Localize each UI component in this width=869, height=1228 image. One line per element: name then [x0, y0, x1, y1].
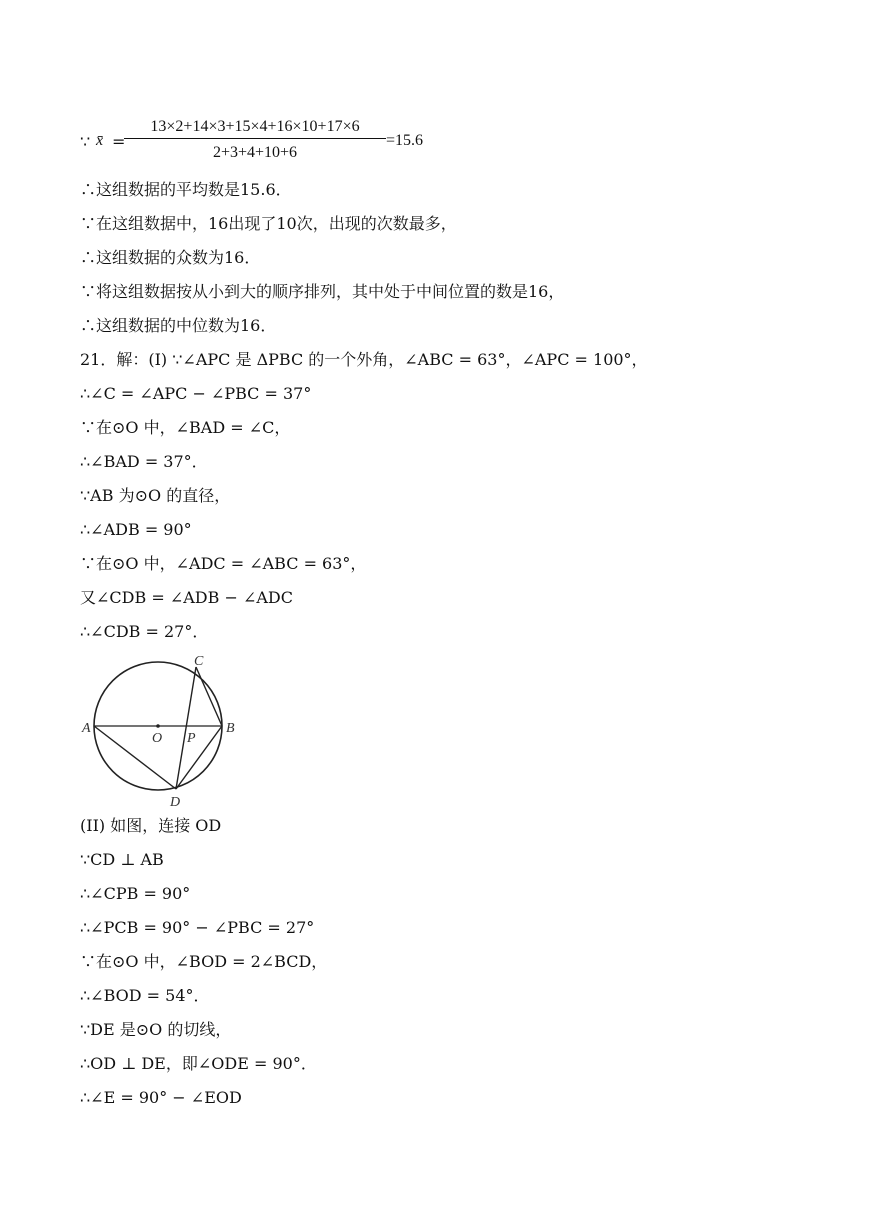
segment-cd [176, 667, 196, 789]
text-line: ∴∠BOD = 54°． [80, 986, 210, 1005]
text-line: ∵AB 为⊙O 的直径， [80, 486, 231, 505]
text-line: ∵CD ⊥ AB [80, 850, 164, 869]
label-d: D [170, 795, 181, 810]
text-line: ∴∠C = ∠APC − ∠PBC = 37° [80, 384, 312, 403]
segment-ad [94, 726, 176, 789]
text-line: ∴这组数据的众数为16． [80, 248, 261, 267]
label-o: O [152, 731, 163, 746]
text-line: ∴∠ADB = 90° [80, 520, 192, 539]
text-line: ∴这组数据的平均数是15.6． [80, 180, 292, 199]
label-a: A [82, 721, 91, 736]
text-line: ∵在⊙O 中，∠BAD = ∠C， [80, 418, 291, 437]
text-line: ∵DE 是⊙O 的切线， [80, 1020, 232, 1039]
text-line: ∴∠CDB = 27°． [80, 622, 209, 641]
circle-geometry-figure [76, 654, 246, 810]
mean-symbol: x̄ [96, 132, 104, 149]
segment-cb [196, 667, 222, 726]
text-line: ∴这组数据的中位数为16． [80, 316, 277, 335]
text-line: ∵在这组数据中，16出现了10次，出现的次数最多， [80, 214, 457, 233]
text-line: ∵在⊙O 中，∠BOD = 2∠BCD， [80, 952, 328, 971]
text-line: ∵将这组数据按从小到大的顺序排列，其中处于中间位置的数是16， [80, 282, 565, 301]
fraction [124, 118, 386, 162]
text-line: ∴∠CPB = 90° [80, 884, 191, 903]
text-line: ∴∠BAD = 37°． [80, 452, 208, 471]
text-line: ∴∠PCB = 90° − ∠PBC = 27° [80, 918, 315, 937]
center-point-o [156, 724, 160, 728]
text-line: 21．解：(I) ∵∠APC 是 ΔPBC 的一个外角，∠ABC = 63°，∠APC = 100°， [80, 350, 648, 369]
text-line: ∴∠E = 90° − ∠EOD [80, 1088, 242, 1107]
label-c: C [194, 654, 204, 669]
segment-bd [176, 726, 222, 789]
text-line: ∴OD ⊥ DE，即∠ODE = 90°． [80, 1054, 317, 1073]
fraction-denominator: 2+3+4+10+6 [212, 144, 298, 161]
equals-sign: = [112, 132, 126, 151]
text-line: (II) 如图，连接 OD [80, 816, 222, 835]
fraction-numerator: 13×2+14×3+15×4+16×10+17×6 [150, 118, 360, 135]
label-p: P [187, 731, 196, 746]
text-line: 又∠CDB = ∠ADB − ∠ADC [80, 588, 293, 607]
mean-result: =15.6 [386, 132, 424, 149]
text-line: ∵在⊙O 中，∠ADC = ∠ABC = 63°， [80, 554, 367, 573]
label-b: B [226, 721, 235, 736]
because-symbol: ∵ [80, 132, 91, 151]
